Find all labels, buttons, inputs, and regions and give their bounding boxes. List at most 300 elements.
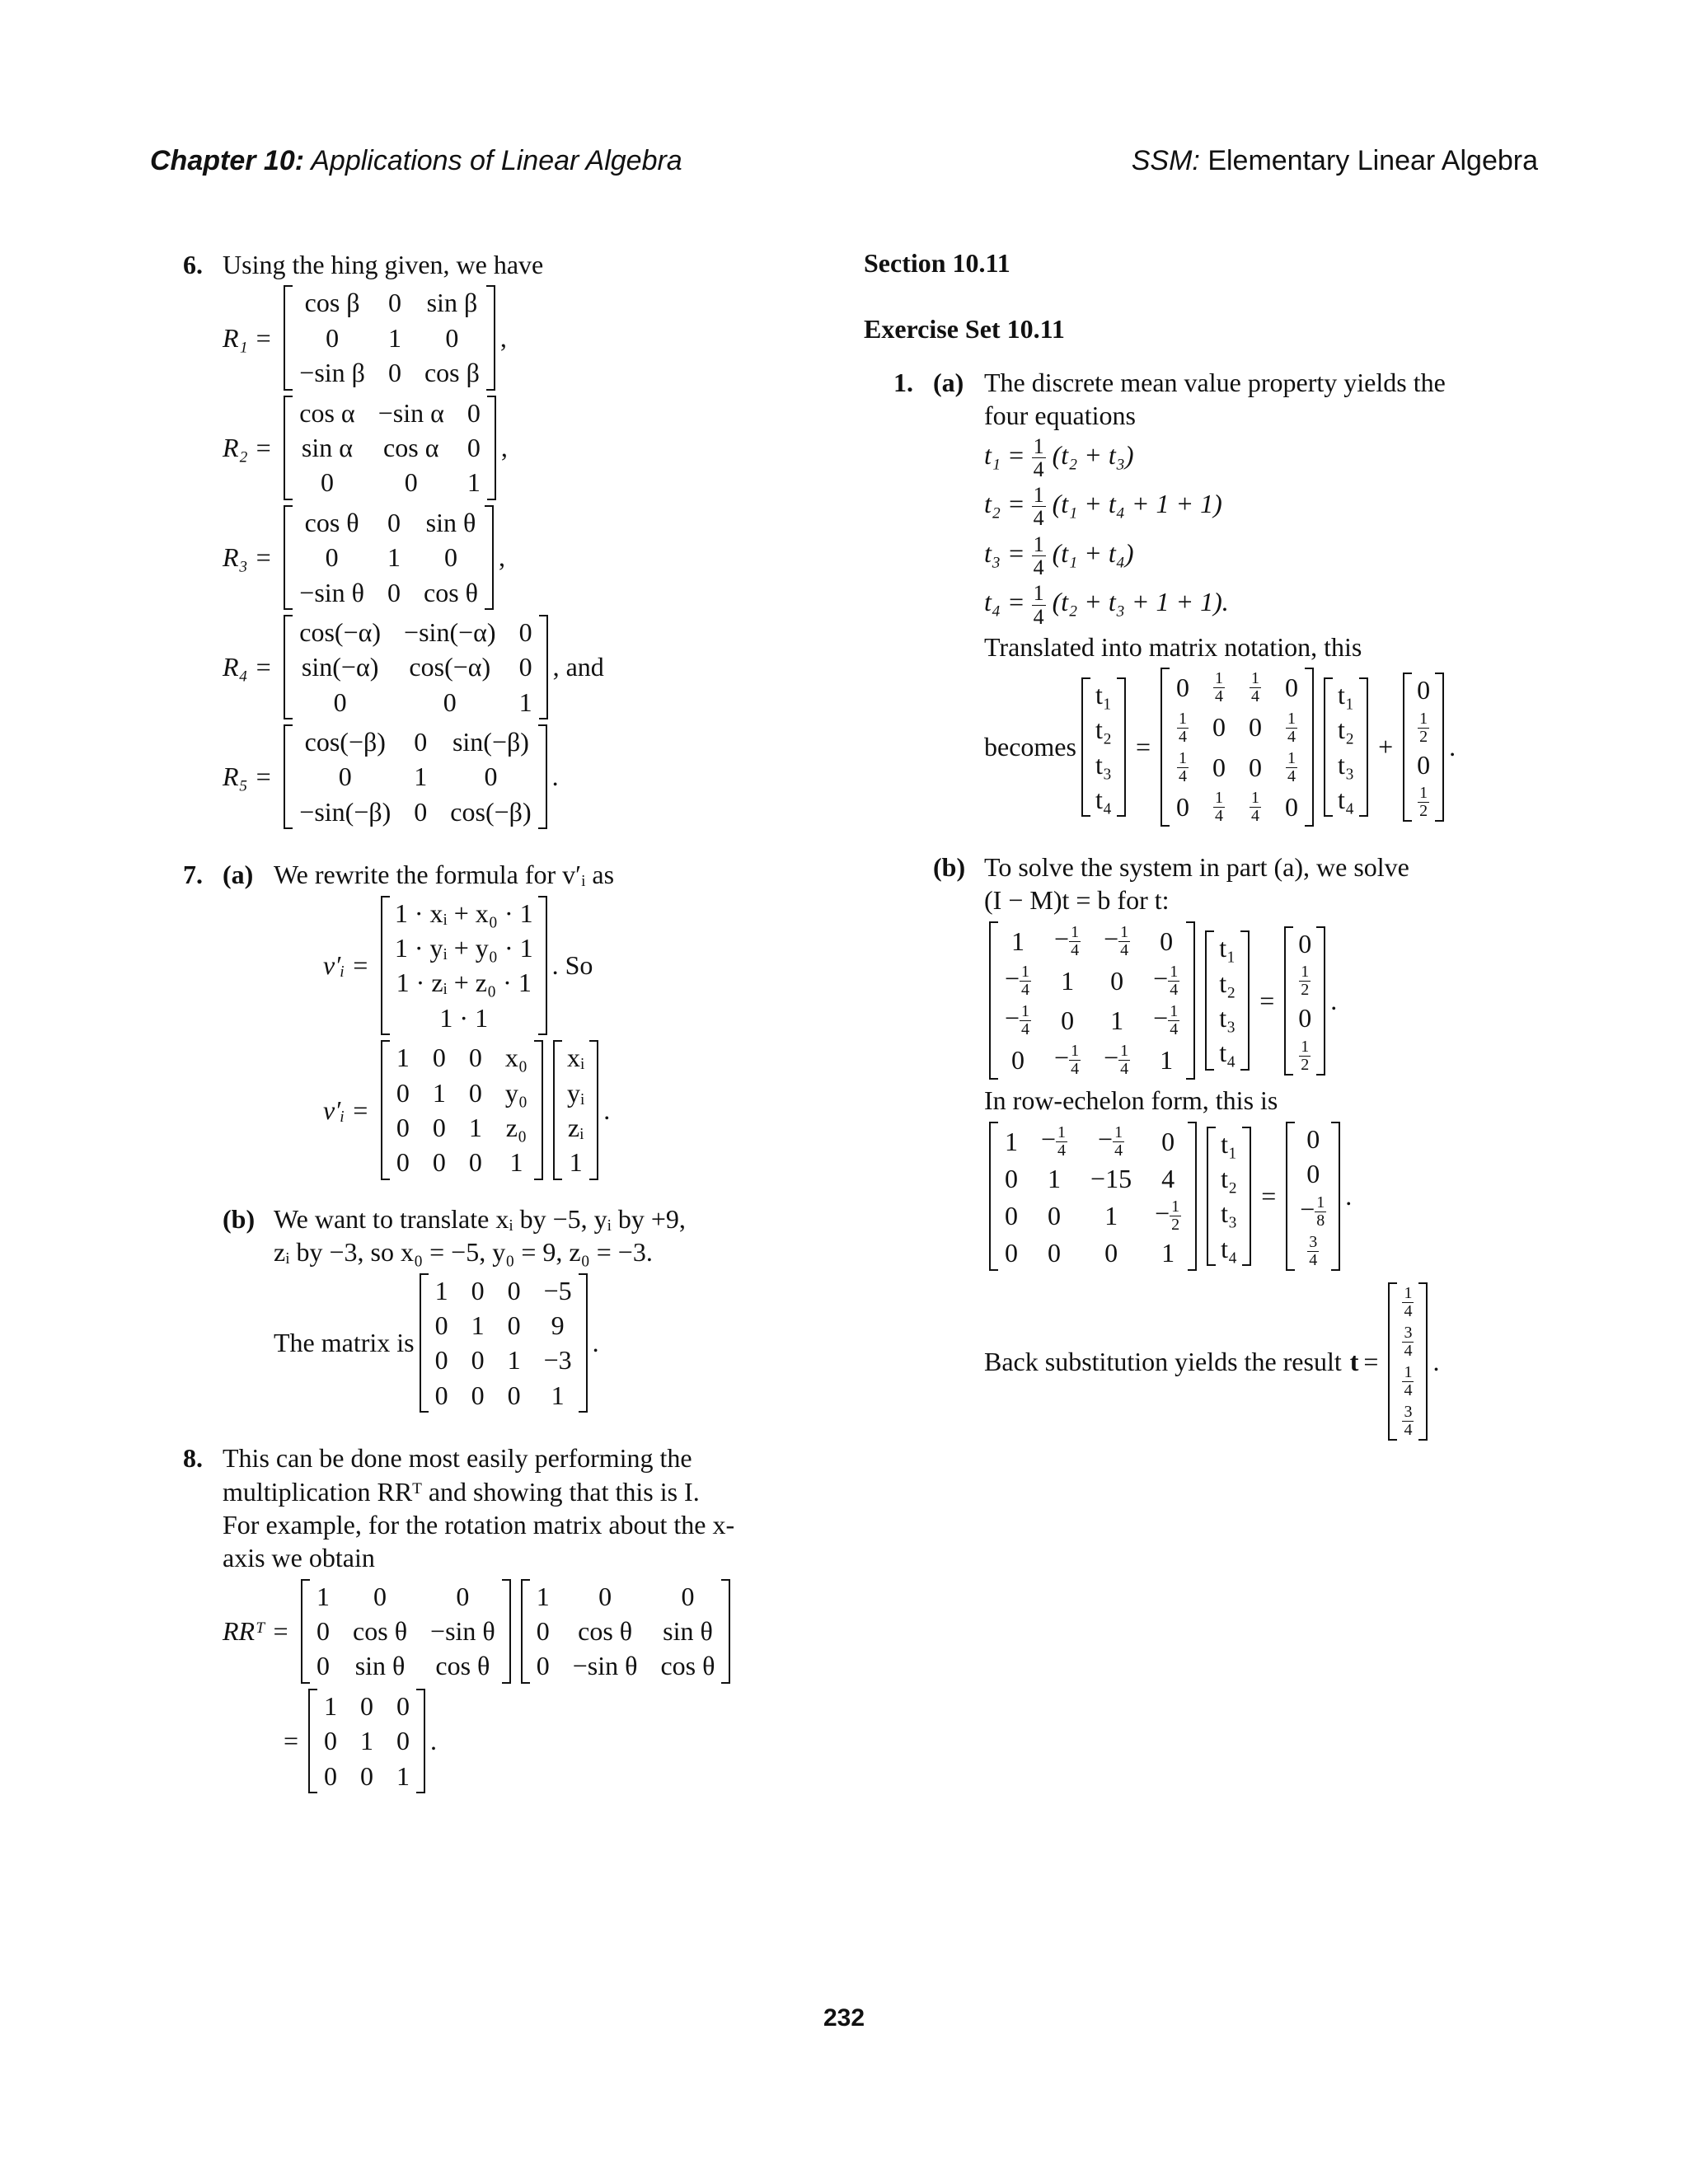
matrix-entry: 1 · zᵢ + z₀ · 1 <box>396 968 532 998</box>
matrix-entry: sin θ <box>663 1616 713 1647</box>
punctuation: . <box>1449 732 1456 762</box>
matrix <box>420 1273 588 1413</box>
part-text: four equations <box>984 401 1136 431</box>
punctuation: . <box>1432 1346 1440 1376</box>
part-a <box>223 859 834 1180</box>
equation-lhs: v′ᵢ = <box>323 1094 369 1125</box>
matrix-entry: 0 <box>1298 928 1312 958</box>
matrix-entry <box>1249 789 1262 825</box>
punctuation: . <box>430 1726 438 1756</box>
right-bracket <box>1305 668 1314 827</box>
equals-sign: = <box>1259 985 1275 1015</box>
equation-lhs: R₃ = <box>223 542 273 573</box>
matrix-entry: 0 <box>373 1581 387 1611</box>
matrix-entry: t₁ <box>1221 1128 1238 1159</box>
punctuation: . <box>551 762 559 792</box>
matrix-entry: t₃ <box>1219 1003 1236 1033</box>
equation-translation-matrix <box>274 1273 834 1413</box>
matrix-entry: 1 · 1 <box>439 1002 489 1033</box>
punctuation: . <box>592 1328 599 1358</box>
left-bracket <box>1388 1282 1397 1441</box>
matrix-entry: t₁ <box>1338 679 1355 710</box>
fraction: $\frac{1}{4}$ <box>1033 532 1044 580</box>
right-bracket <box>1418 1282 1428 1441</box>
matrix-entry: 0 <box>396 1690 410 1721</box>
matrix-entry: 0 <box>387 288 401 318</box>
matrix-entry: − $\frac{1}{4}$ <box>1005 963 1030 1000</box>
matrix-entry: cos α <box>383 432 439 462</box>
matrix-grid <box>293 396 487 500</box>
matrix-entry: 1 <box>396 1760 410 1791</box>
matrix-grid <box>317 1689 416 1793</box>
matrix-entry: 1 · xᵢ + x₀ · 1 <box>394 898 533 928</box>
part-text: The discrete mean value property yields the <box>984 367 1446 397</box>
matrix-entry: t₃ <box>1221 1198 1238 1229</box>
matrix-entry: 0 <box>1306 1123 1320 1154</box>
matrix-entry: cos(−β) <box>304 727 386 757</box>
matrix-entry: 0 <box>468 1043 482 1073</box>
matrix-entry: 0 <box>387 358 401 388</box>
matrix-entry: 0 <box>432 1147 446 1178</box>
matrix-entry: − $\frac{1}{2}$ <box>1155 1197 1180 1235</box>
matrix <box>989 1122 1197 1271</box>
matrix-entry: − $\frac{1}{4}$ <box>1054 1042 1080 1079</box>
matrix-entry: t₄ <box>1221 1233 1238 1263</box>
matrix-entry: t₂ <box>1338 715 1355 745</box>
problem-6 <box>183 249 834 829</box>
problem-number: 8. <box>183 1443 203 1474</box>
matrix-entry: 1 <box>1005 1126 1018 1156</box>
matrix-entry: t₃ <box>1338 749 1355 780</box>
matrix-entry: zᵢ <box>567 1112 584 1142</box>
matrix-entry: 0 <box>1417 675 1431 705</box>
fraction: $\frac{1}{4}$ <box>1114 1122 1123 1160</box>
matrix-grid <box>293 285 486 390</box>
matrix-entry: t₄ <box>1219 1038 1236 1068</box>
matrix-entry: 0 <box>325 542 339 573</box>
right-bracket <box>1331 1122 1340 1271</box>
matrix-entry <box>1300 1233 1326 1269</box>
fraction: $\frac{1}{4}$ <box>1404 1284 1413 1320</box>
equation-system <box>984 921 1540 1080</box>
matrix-entry: 0 <box>443 687 457 717</box>
matrix-entry: 0 <box>468 1147 482 1178</box>
matrix-entry: 1 <box>1104 1201 1118 1231</box>
matrix-entry <box>1402 1363 1414 1399</box>
vector <box>1284 926 1325 1076</box>
matrix-entry: sin θ <box>425 507 476 537</box>
fraction: $\frac{1}{4}$ <box>1057 1122 1067 1160</box>
vector-symbol: t <box>1349 1346 1359 1376</box>
right-bracket <box>721 1579 730 1684</box>
matrix-entry: 1 <box>509 1147 523 1178</box>
matrix-entry: 0 <box>434 1310 448 1340</box>
left-bracket <box>1403 673 1412 822</box>
matrix-entry: 0 <box>1306 1159 1320 1189</box>
exercise-set-heading: Exercise Set 10.11 <box>864 314 1065 344</box>
equation-lhs: t₁ = <box>984 439 1032 470</box>
chapter-label: Chapter 10: <box>150 145 305 176</box>
left-bracket <box>308 1689 317 1793</box>
left-bracket <box>553 1040 562 1180</box>
matrix-entry: 0 <box>1005 1201 1018 1231</box>
matrix-entry: 0 <box>324 1726 338 1756</box>
fraction: $\frac{1}{4}$ <box>1179 748 1188 785</box>
matrix-entry: sin(−β) <box>452 727 529 757</box>
equation-identity <box>279 1689 834 1793</box>
vector <box>1081 677 1126 818</box>
matrix-entry: −sin β <box>299 358 365 388</box>
matrix-entry <box>1298 1037 1311 1073</box>
equation-line <box>984 435 1540 481</box>
right-bracket <box>1359 677 1368 818</box>
equation-R3 <box>223 505 834 610</box>
equation-vi <box>323 896 834 1036</box>
matrix-entry: −3 <box>543 1345 572 1376</box>
matrix-entry <box>1212 669 1226 705</box>
equation-rhs: (t₁ + t₄ + 1 + 1) <box>1045 489 1222 519</box>
vector <box>1403 673 1444 822</box>
problem-text: axis we obtain <box>223 1543 375 1573</box>
matrix-grid <box>1214 930 1240 1071</box>
matrix-entry: − $\frac{1}{4}$ <box>1104 922 1129 959</box>
matrix-entry: 0 <box>1048 1238 1062 1268</box>
matrix-entry <box>1417 784 1430 820</box>
matrix-entry: 0 <box>1160 926 1174 956</box>
matrix-grid <box>1333 677 1359 818</box>
vector <box>553 1040 598 1180</box>
matrix-entry: 1 <box>471 1310 485 1340</box>
matrix-entry <box>1249 669 1262 705</box>
equation-row-echelon <box>984 1122 1540 1271</box>
fraction: $\frac{1}{8}$ <box>1316 1193 1325 1230</box>
problem-text: multiplication RRᵀ and showing that this is I. <box>223 1476 700 1507</box>
equation-rhs: (t₂ + t₃ + 1 + 1). <box>1045 587 1229 617</box>
matrix-entry: sin(−α) <box>301 652 379 682</box>
matrix-grid <box>1090 677 1117 818</box>
left-bracket <box>1207 1127 1216 1267</box>
left-bracket <box>1284 926 1293 1076</box>
matrix-entry: 1 <box>468 1112 482 1142</box>
matrix-entry: −sin(−β) <box>299 796 392 827</box>
matrix-entry: 0 <box>484 762 498 792</box>
fraction: $\frac{1}{2}$ <box>1419 709 1428 746</box>
matrix-entry: cos β <box>304 288 360 318</box>
part-text: We rewrite the formula for v′ᵢ as <box>274 860 615 890</box>
fraction: $\frac{1}{4}$ <box>1120 922 1129 959</box>
matrix <box>301 1579 511 1684</box>
matrix-entry: cos θ <box>304 507 359 537</box>
matrix-entry: cos θ <box>435 1651 490 1681</box>
left-bracket <box>284 505 293 610</box>
matrix-entry: 0 <box>432 1043 446 1073</box>
fraction: $\frac{1}{2}$ <box>1171 1197 1180 1235</box>
equation-lhs: R₁ = <box>223 322 273 353</box>
matrix-entry: 0 <box>320 467 334 498</box>
part-text: (I − M)t = b for t: <box>984 885 1170 916</box>
book-prefix: SSM: <box>1131 145 1200 176</box>
matrix <box>308 1689 425 1793</box>
matrix-entry: 0 <box>443 542 457 573</box>
matrix-entry: 1 <box>360 1726 374 1756</box>
right-bracket <box>579 1273 588 1413</box>
left-bracket <box>420 1273 429 1413</box>
matrix-entry: cos θ <box>423 577 478 607</box>
left-bracket <box>1160 668 1170 827</box>
equation-lhs: t₂ = <box>984 489 1032 519</box>
equals-sign: = <box>284 1726 299 1756</box>
matrix-entry: 1 <box>507 1345 521 1376</box>
book-title: Elementary Linear Algebra <box>1207 145 1538 176</box>
matrix-entry: 4 <box>1161 1163 1175 1193</box>
equals-sign: = <box>1136 732 1151 762</box>
matrix-entry: 0 <box>507 1310 521 1340</box>
page-number: 232 <box>823 2004 865 2032</box>
left-bracket <box>989 1122 998 1271</box>
right-bracket <box>1316 926 1325 1076</box>
matrix-entry: cos β <box>424 358 480 388</box>
matrix-entry: − $\frac{1}{8}$ <box>1300 1193 1325 1230</box>
equation-lhs: R₅ = <box>223 762 273 792</box>
equation-rhs: (t₁ + t₄) <box>1045 537 1134 568</box>
right-bracket <box>1117 677 1126 818</box>
part-label: (b) <box>223 1203 256 1234</box>
matrix-entry: t₄ <box>1095 785 1112 815</box>
equation-matrix-form <box>984 668 1540 827</box>
matrix-entry: − $\frac{1}{4}$ <box>1153 1002 1179 1039</box>
left-bracket <box>521 1579 530 1684</box>
matrix-entry: 1 <box>536 1581 550 1611</box>
matrix-entry: 0 <box>598 1581 612 1611</box>
punctuation: , <box>499 322 507 353</box>
matrix-entry: 1 <box>467 467 481 498</box>
matrix-entry: 1 <box>414 762 428 792</box>
matrix-entry: 0 <box>1212 752 1226 782</box>
fraction: $\frac{1}{4}$ <box>1287 709 1296 746</box>
matrix-grid <box>1293 926 1316 1076</box>
matrix <box>284 396 496 500</box>
right-bracket <box>1186 921 1195 1080</box>
part-text: zᵢ by −3, so x₀ = −5, y₀ = 9, z₀ = −3. <box>274 1237 653 1268</box>
right-bracket <box>1242 1127 1251 1267</box>
matrix-entry: 1 <box>1161 1238 1175 1268</box>
matrix-entry <box>1212 789 1226 825</box>
matrix <box>284 724 546 829</box>
right-bracket <box>1435 673 1444 822</box>
part-text: Translated into matrix notation, this <box>984 631 1362 662</box>
punctuation: , <box>498 542 505 573</box>
matrix-entry: 0 <box>324 1760 338 1791</box>
matrix-entry: 0 <box>360 1690 374 1721</box>
matrix-grid <box>1216 1127 1242 1267</box>
left-bracket <box>284 724 293 829</box>
matrix-grid <box>1170 668 1305 827</box>
part-text: The matrix is <box>274 1328 415 1358</box>
punctuation: . <box>1345 1181 1353 1212</box>
part-text: We want to translate xᵢ by −5, yᵢ by +9, <box>274 1203 686 1234</box>
equation-lhs: t₄ = <box>984 587 1032 617</box>
matrix-entry: −sin(−α) <box>404 616 496 647</box>
part-label: (a) <box>223 860 254 890</box>
right-bracket <box>485 505 494 610</box>
matrix-entry: −sin θ <box>430 1616 495 1647</box>
matrix-entry: 0 <box>536 1651 550 1681</box>
matrix-entry: 0 <box>434 1345 448 1376</box>
matrix-entry: −sin α <box>377 397 444 428</box>
matrix-entry: 0 <box>1417 749 1431 780</box>
matrix-entry: 0 <box>507 1275 521 1305</box>
matrix-entry: −sin θ <box>572 1651 638 1681</box>
part-text: becomes <box>984 732 1076 762</box>
problem-number: 6. <box>183 250 203 279</box>
matrix-entry: 1 <box>324 1690 338 1721</box>
matrix-grid <box>429 1273 579 1413</box>
matrix-entry: cos θ <box>353 1616 408 1647</box>
matrix-entry <box>1402 1324 1414 1360</box>
part-label: (b) <box>933 851 966 882</box>
fraction: $\frac{1}{4}$ <box>1179 709 1188 746</box>
punctuation: . <box>1330 985 1338 1015</box>
equation-R2 <box>223 396 834 500</box>
matrix-grid <box>562 1040 589 1180</box>
left-bracket <box>381 1040 390 1180</box>
fraction: $\frac{1}{4}$ <box>1033 483 1044 531</box>
fraction: $\frac{1}{4}$ <box>1120 1042 1129 1079</box>
matrix-entry <box>1417 709 1430 745</box>
running-header-left <box>150 145 682 177</box>
matrix-entry: sin α <box>301 432 354 462</box>
matrix-entry: 0 <box>1249 752 1263 782</box>
equation-line <box>984 533 1540 579</box>
equation-R4 <box>223 615 834 719</box>
right-column <box>864 247 1540 1462</box>
fraction: $\frac{1}{4}$ <box>1215 788 1224 825</box>
matrix-entry: 0 <box>387 577 401 607</box>
matrix-entry: 1 <box>1160 1045 1174 1076</box>
matrix-entry: − $\frac{1}{4}$ <box>1104 1042 1129 1079</box>
matrix-entry: 0 <box>1176 791 1190 822</box>
left-bracket <box>381 896 390 1036</box>
running-header-right <box>1132 145 1538 177</box>
matrix-entry: − $\frac{1}{4}$ <box>1098 1122 1123 1160</box>
matrix-entry: 0 <box>468 1077 482 1108</box>
right-bracket <box>502 1579 511 1684</box>
matrix-entry: 0 <box>1005 1163 1018 1193</box>
equation-vi-matrix <box>323 1040 834 1180</box>
matrix-entry: 0 <box>1110 965 1124 996</box>
matrix-entry <box>1176 709 1189 745</box>
equation-lhs: RRᵀ = <box>223 1616 290 1647</box>
equation-lhs: t₃ = <box>984 537 1032 568</box>
matrix <box>284 505 494 610</box>
fraction: $\frac{3}{4}$ <box>1309 1232 1318 1269</box>
matrix-entry: t₂ <box>1219 968 1236 998</box>
punctuation: , <box>500 432 508 462</box>
problem-number: 7. <box>183 860 203 890</box>
matrix-entry: 0 <box>467 432 481 462</box>
matrix-entry: 0 <box>1176 673 1190 703</box>
matrix-grid <box>1295 1122 1331 1271</box>
matrix-entry: 0 <box>434 1380 448 1410</box>
left-bracket <box>1081 677 1090 818</box>
matrix-grid <box>998 921 1186 1080</box>
matrix-entry: 1 <box>551 1380 565 1410</box>
matrix-entry: 0 <box>414 796 428 827</box>
matrix <box>284 615 547 719</box>
equation-list <box>984 435 1540 628</box>
fraction: $\frac{1}{2}$ <box>1301 1037 1310 1074</box>
equation-lhs: v′ᵢ = <box>323 950 369 981</box>
matrix-grid <box>293 615 538 719</box>
vector <box>1205 930 1250 1071</box>
matrix-entry: 0 <box>396 1077 410 1108</box>
matrix-entry: 1 <box>1048 1163 1062 1193</box>
matrix-entry: 0 <box>507 1380 521 1410</box>
matrix-entry: sin θ <box>354 1651 406 1681</box>
matrix-entry: 1 <box>1011 926 1025 956</box>
vector <box>1324 677 1368 818</box>
matrix-entry: − $\frac{1}{4}$ <box>1005 1002 1030 1039</box>
right-bracket <box>539 615 548 719</box>
matrix-entry: 0 <box>456 1581 470 1611</box>
fraction: $\frac{1}{2}$ <box>1301 963 1310 1000</box>
right-bracket <box>487 396 496 500</box>
matrix-entry: t₁ <box>1219 933 1236 963</box>
matrix-entry: 0 <box>1104 1238 1118 1268</box>
section-heading: Section 10.11 <box>864 248 1010 278</box>
chapter-title: Applications of Linear Algebra <box>311 145 682 176</box>
right-bracket <box>416 1689 425 1793</box>
matrix-entry: z₀ <box>505 1112 528 1142</box>
matrix-entry: − $\frac{1}{4}$ <box>1153 963 1179 1000</box>
matrix-entry <box>1285 709 1298 745</box>
matrix-grid <box>390 1040 534 1180</box>
part-b <box>223 1203 834 1413</box>
equation-lhs: R₄ = <box>223 652 273 682</box>
left-bracket <box>284 285 293 390</box>
punctuation: . <box>603 1094 611 1125</box>
matrix-entry: 0 <box>467 397 481 428</box>
matrix-entry: 0 <box>404 467 418 498</box>
equation-result <box>984 1282 1540 1441</box>
matrix-entry: 0 <box>1011 1045 1025 1076</box>
matrix-grid <box>998 1122 1188 1271</box>
matrix-entry: 0 <box>338 762 352 792</box>
matrix-grid <box>1412 673 1435 822</box>
matrix-entry: cos θ <box>660 1651 715 1681</box>
right-bracket <box>589 1040 598 1180</box>
part-text: In row-echelon form, this is <box>984 1085 1278 1116</box>
matrix-entry: t₃ <box>1095 749 1112 780</box>
matrix-entry: 0 <box>1212 712 1226 743</box>
matrix-entry: x₀ <box>504 1043 528 1073</box>
left-bracket <box>284 396 293 500</box>
fraction: $\frac{1}{4}$ <box>1215 669 1224 706</box>
left-bracket <box>1324 677 1333 818</box>
matrix-entry: 1 · yᵢ + y₀ · 1 <box>394 933 533 963</box>
connector-text: . So <box>551 950 593 981</box>
matrix-entry: 1 <box>387 322 401 353</box>
matrix-entry: 1 <box>316 1581 331 1611</box>
matrix-entry: t₂ <box>1221 1163 1238 1193</box>
problem-8 <box>183 1442 834 1793</box>
equation-R5 <box>223 724 834 829</box>
matrix-entry: 0 <box>518 616 532 647</box>
matrix-entry: 0 <box>445 322 459 353</box>
matrix-entry <box>1402 1403 1414 1439</box>
matrix-entry: cos(−β) <box>450 796 532 827</box>
left-bracket <box>1205 930 1214 1071</box>
